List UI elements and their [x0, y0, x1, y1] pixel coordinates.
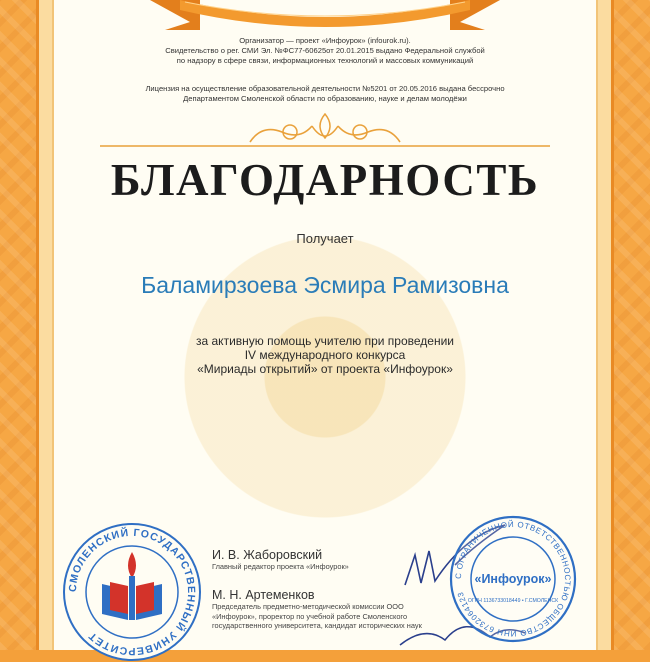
- reason-line-3: «Мириады открытий» от проекта «Инфоурок»: [197, 362, 453, 376]
- license-line-2: Департаментом Смоленской области по образованию, науке и делам молодёжи: [183, 94, 467, 103]
- signer-editor: [212, 548, 349, 572]
- receives-label: Получает: [296, 231, 354, 246]
- recipient-name: Баламирзоева Эсмира Рамизовна: [141, 272, 509, 298]
- signer-chairman-role-1: Председатель предметно-методической комиссии ООО: [212, 602, 404, 611]
- reason-line-1: за активную помощь учителю при проведении: [196, 334, 454, 348]
- certificate-title: БЛАГОДАРНОСТЬ: [110, 155, 540, 205]
- signer-editor-name: И. В. Жаборовский: [212, 548, 323, 562]
- organization-stamp: [448, 514, 578, 644]
- signer-chairman-name: М. Н. Артеменков: [212, 588, 315, 602]
- organizer-info: [100, 36, 550, 66]
- stamp-ring-text: С ОГРАНИЧЕННОЙ ОТВЕТСТВЕННОСТЬЮ ОБЩЕСТВО ИНН 6732064123: [453, 519, 573, 639]
- signer-chairman-role-2: «Инфоурок», проректор по учебной работе Смоленского: [212, 611, 408, 621]
- university-seal-ring-text: СМОЛЕНСКИЙ ГОСУДАРСТВЕННЫЙ УНИВЕРСИТЕТ: [66, 526, 198, 658]
- license-line-1: Лицензия на осуществление образовательной деятельности №5201 от 20.05.2016 выдана бессрочно: [145, 84, 505, 93]
- signer-editor-role: Главный редактор проекта «Инфоурок»: [212, 562, 349, 571]
- signer-chairman: [212, 588, 422, 631]
- stamp-center-text: «Инфоурок»: [474, 572, 552, 586]
- reason-text: [0, 334, 650, 376]
- organizer-line-3: по надзору в сфере связи, информационных технологий и массовых коммуникаций: [176, 56, 474, 65]
- signer-chairman-role-3: государственного университета, кандидат исторических наук: [212, 621, 422, 630]
- university-seal: [62, 522, 202, 662]
- stamp-lower-text: ОГРН 1136733018449 • Г.СМОЛЕНСК: [467, 598, 559, 604]
- reason-line-2: IV международного конкурса: [244, 348, 406, 362]
- ornament-divider: [0, 106, 650, 156]
- top-ribbon: [0, 0, 650, 40]
- organizer-line-2: Свидетельство о рег. СМИ Эл. №ФС77-60625от 20.01.2015 выдано Федеральной службой: [165, 46, 485, 55]
- license-info: [100, 84, 550, 104]
- organizer-line-1: Организатор — проект «Инфоурок» (infourok.ru).: [239, 36, 411, 45]
